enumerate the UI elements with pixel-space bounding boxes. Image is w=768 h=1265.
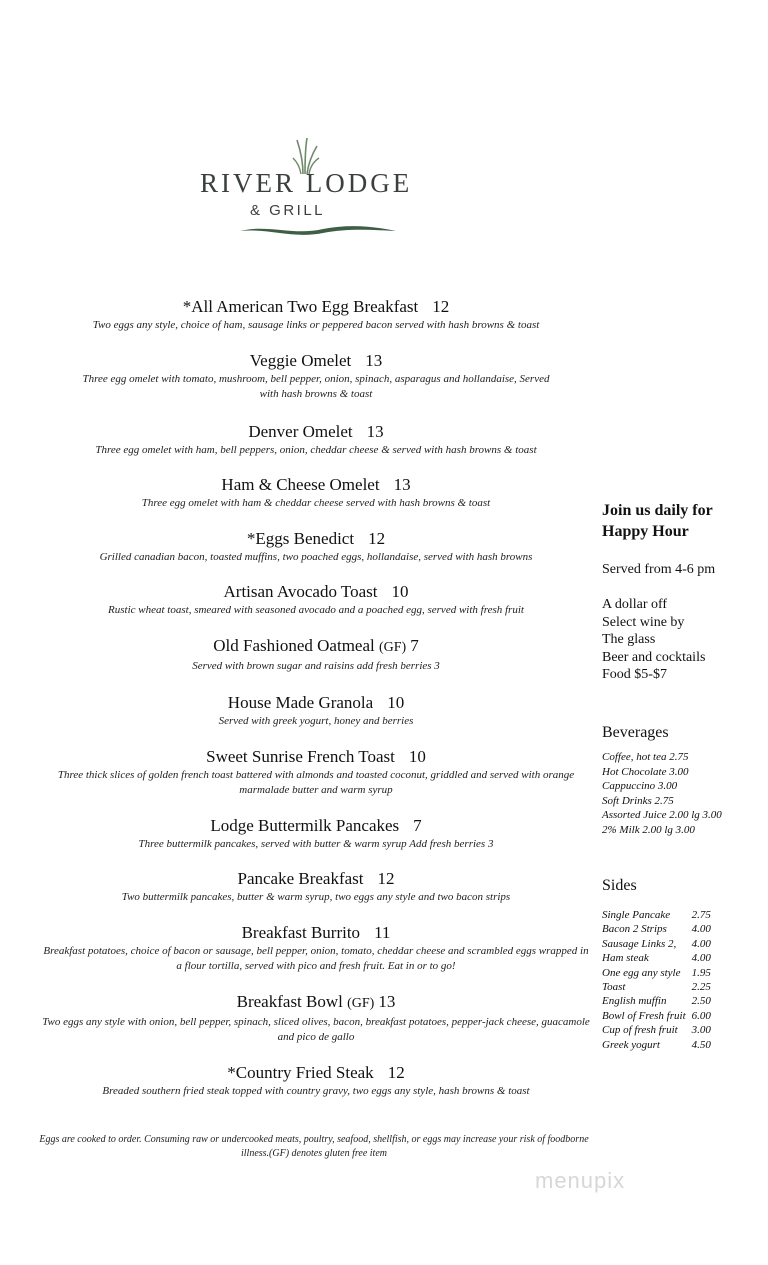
menu-item-price: 10 — [391, 582, 409, 601]
menu-item-title — [36, 296, 596, 318]
menu-item-price: 13 — [365, 350, 383, 370]
side-item-name: Ham steak — [602, 952, 649, 965]
menu-item-price: 10 — [408, 746, 426, 766]
menu-item — [36, 581, 596, 619]
side-item — [602, 980, 711, 994]
menu-item-price: 12 — [368, 528, 386, 548]
menu-item-name: *All American Two Egg Breakfast — [182, 297, 419, 316]
menu-item-price: 13 — [393, 475, 411, 494]
side-item-price: 6.00 — [691, 1009, 711, 1022]
happy-hour-deal: A dollar off — [602, 597, 668, 612]
menu-item — [36, 635, 596, 675]
side-item — [602, 937, 711, 951]
side-item-price: 4.00 — [691, 923, 711, 936]
beverage-item: Cappuccino 3.00 — [602, 780, 678, 792]
allergy-disclaimer: Eggs are cooked to order. Consuming raw or undercooked meats, poultry, seafood, shellfish, or eggs may increase your risk of foodborne illness.(GF) denotes gluten free item — [39, 1134, 589, 1159]
beverages-title: Beverages — [602, 724, 669, 741]
gluten-free-tag: (GF) — [378, 639, 407, 655]
side-item-price: 3.00 — [691, 1024, 711, 1037]
menu-item-title — [36, 922, 596, 944]
menu-item-description: Three egg omelet with tomato, mushroom, bell pepper, onion, spinach, asparagus and hollandaise, Served with hash browns & toast — [82, 372, 550, 400]
happy-hour-deals — [602, 596, 762, 684]
beverage-item: Coffee, hot tea 2.75 — [602, 751, 689, 763]
menu-item-price: 11 — [374, 922, 391, 942]
happy-hour-title: Join us daily for Happy Hour — [602, 502, 713, 540]
side-item-name: Greek yogurt — [602, 1038, 660, 1051]
menu-item — [36, 1062, 596, 1100]
menu-item — [36, 528, 596, 566]
side-item — [602, 922, 711, 936]
menu-item-description: Rustic wheat toast, smeared with seasoned avocado and a poached egg, served with fresh fruit — [108, 604, 524, 616]
menu-item-price: 7 — [413, 815, 422, 835]
menu-item — [36, 692, 596, 730]
side-item-price: 4.00 — [691, 952, 711, 965]
menu-item-name: Veggie Omelet — [249, 350, 352, 370]
menu-item-name: Lodge Buttermilk Pancakes — [210, 815, 400, 835]
menu-item-title — [36, 746, 596, 768]
menu-item-title — [36, 991, 596, 1015]
side-item-name: Bacon 2 Strips — [602, 923, 667, 936]
side-item-name: English muffin — [602, 995, 667, 1008]
menu-item-description: Three buttermilk pancakes, served with butter & warm syrup Add fresh berries 3 — [138, 837, 494, 850]
menu-list — [36, 296, 596, 1099]
menu-item-price: 7 — [410, 635, 419, 655]
menu-item-description: Three egg omelet with ham, bell peppers, onion, cheddar cheese & served with hash browns & toast — [95, 443, 537, 456]
menu-item-name: House Made Granola — [227, 693, 374, 712]
menu-item — [36, 922, 596, 975]
menu-item-description: Three thick slices of golden french toast battered with almonds and toasted coconut, griddled and served with orange marmalade butter and warm syrup — [57, 768, 575, 796]
side-item — [602, 1038, 711, 1052]
menu-item-description: Two eggs any style with onion, bell pepper, spinach, sliced olives, bacon, breakfast potatoes, pepper-jack cheese, guacamole and pico de gallo — [42, 1015, 590, 1043]
river-lodge-logo — [196, 138, 441, 238]
menu-item-title — [36, 1062, 596, 1084]
sides-table — [602, 908, 711, 1052]
beverage-item: Hot Chocolate 3.00 — [602, 765, 689, 778]
menu-item-price: 13 — [366, 421, 384, 441]
side-item-name: Cup of fresh fruit — [602, 1024, 678, 1037]
menu-item-price: 10 — [387, 693, 405, 712]
menu-item — [36, 296, 596, 334]
menu-item — [36, 815, 596, 853]
menu-item-title — [36, 868, 596, 890]
side-item-name: One egg any style — [602, 966, 681, 979]
side-item — [602, 1009, 711, 1023]
menu-item-name: Breakfast Burrito — [241, 922, 361, 942]
happy-hour-deal: The glass — [602, 632, 656, 647]
beverage-item: Soft Drinks 2.75 — [602, 794, 674, 807]
menu-item-title — [36, 692, 596, 714]
menu-item-name: Breakfast Bowl — [236, 991, 343, 1011]
beverage-item: 2% Milk 2.00 lg 3.00 — [602, 823, 695, 836]
menu-item-description: Breakfast potatoes, choice of bacon or sausage, bell pepper, onion, tomato, cheddar cheese and scrambled eggs wrapped in a flour tortilla, served with pico and fresh fruit. Eat in or to go! — [43, 944, 589, 972]
side-item-price: 1.95 — [691, 966, 711, 979]
side-item — [602, 908, 711, 922]
menu-item-price: 12 — [387, 1062, 405, 1082]
beverages-list — [602, 750, 762, 837]
side-item — [602, 1023, 711, 1037]
logo-subtitle: & GRILL — [250, 202, 326, 219]
side-item-name: Bowl of Fresh fruit — [602, 1009, 686, 1022]
menu-item-description: Grilled canadian bacon, toasted muffins, two poached eggs, hollandaise, served with hash browns — [99, 550, 533, 563]
menu-item — [36, 868, 596, 906]
wave-icon — [238, 222, 398, 238]
menu-item-title — [36, 474, 596, 496]
happy-hour-deal: Select wine by — [602, 614, 685, 630]
menu-item-name: Pancake Breakfast — [237, 869, 364, 888]
menu-item-description: Breaded southern fried steak topped with country gravy, two eggs any style, hash browns & toast — [102, 1084, 530, 1097]
side-item-price: 4.00 — [691, 937, 711, 950]
menu-item-title — [36, 528, 596, 550]
menu-item-name: Sweet Sunrise French Toast — [206, 746, 395, 766]
menu-item-description: Served with greek yogurt, honey and berries — [218, 715, 414, 727]
menu-item-description: Three egg omelet with ham & cheddar cheese served with hash browns & toast — [141, 497, 491, 509]
menu-item-name: Artisan Avocado Toast — [223, 582, 378, 601]
menu-item-description: Two buttermilk pancakes, butter & warm syrup, two eggs any style and two bacon strips — [121, 891, 511, 903]
menu-item-price: 13 — [378, 991, 396, 1011]
side-item-price: 2.75 — [691, 909, 711, 921]
menu-item-title — [36, 350, 596, 372]
side-item-price: 4.50 — [691, 1038, 711, 1051]
menupix-watermark: menupix — [535, 1168, 626, 1193]
menu-item-title — [36, 815, 596, 837]
menu-item-name: Old Fashioned Oatmeal — [213, 635, 375, 655]
menu-item — [36, 350, 596, 403]
beverage-item: Assorted Juice 2.00 lg 3.00 — [602, 809, 722, 821]
menu-item-name: Denver Omelet — [248, 421, 353, 441]
menu-item-name: Ham & Cheese Omelet — [221, 475, 380, 494]
side-item-name: Sausage Links 2, — [602, 937, 677, 950]
menu-item — [36, 474, 596, 512]
gluten-free-tag: (GF) — [347, 995, 375, 1011]
menu-item-name: *Country Fried Steak — [227, 1062, 374, 1082]
menu-item-price: 12 — [377, 869, 395, 888]
happy-hour-deal: Beer and cocktails — [602, 649, 706, 665]
menu-item — [36, 421, 596, 459]
menu-item — [36, 991, 596, 1046]
happy-hour-time: Served from 4-6 pm — [602, 562, 716, 577]
menu-item-title — [36, 421, 596, 443]
sides-title: Sides — [602, 877, 637, 894]
side-item-name: Single Pancake — [602, 909, 671, 921]
side-item-price: 2.25 — [691, 981, 711, 994]
menu-item-price: 12 — [432, 297, 450, 316]
menu-item-description: Served with brown sugar and raisins add fresh berries 3 — [192, 659, 440, 672]
menu-item-title — [36, 581, 596, 603]
menu-item-description: Two eggs any style, choice of ham, sausage links or peppered bacon served with hash browns & toast — [92, 319, 540, 331]
side-item — [602, 951, 711, 965]
side-item — [602, 994, 711, 1008]
side-item-price: 2.50 — [691, 995, 711, 1008]
menu-item — [36, 746, 596, 799]
side-item-name: Toast — [602, 981, 626, 994]
logo-title: RIVER LODGE — [200, 168, 413, 198]
menu-item-title — [36, 635, 596, 659]
side-item — [602, 966, 711, 980]
menu-item-name: *Eggs Benedict — [246, 528, 355, 548]
happy-hour-deal: Food $5-$7 — [602, 667, 667, 682]
